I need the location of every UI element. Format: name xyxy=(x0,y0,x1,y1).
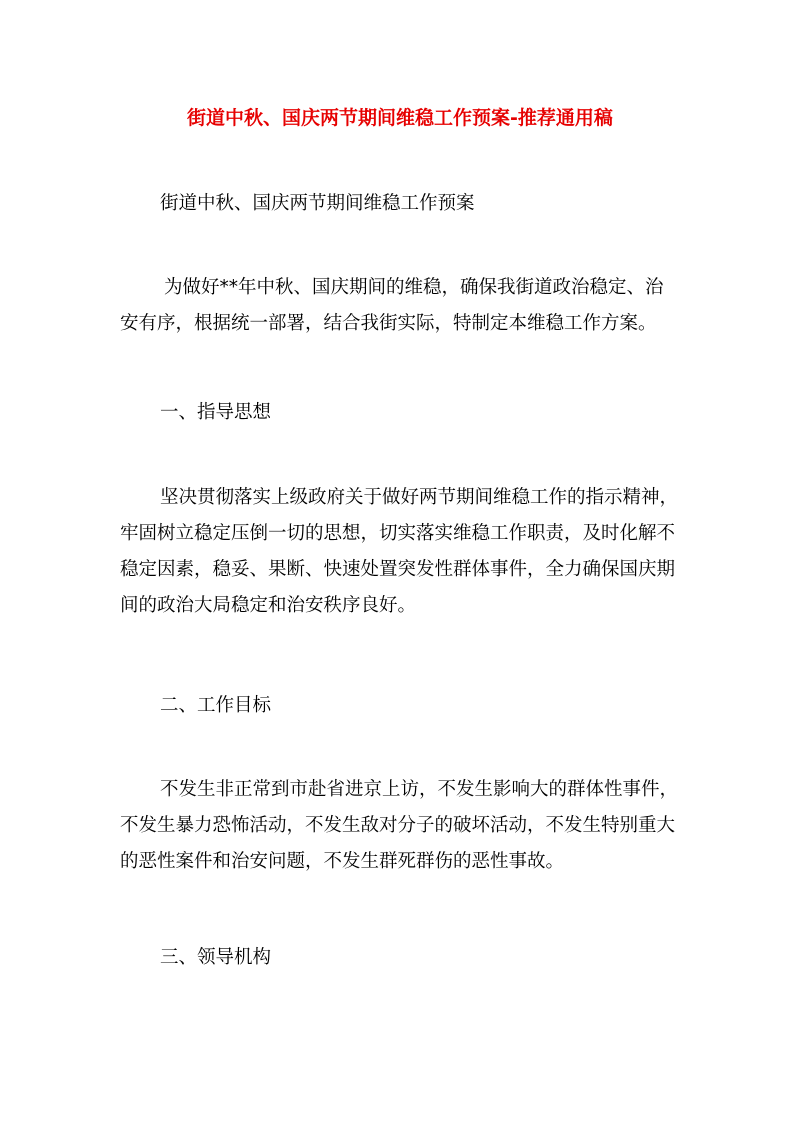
section1-line-1: 坚决贯彻落实上级政府关于做好两节期间维稳工作的指示精神， xyxy=(160,487,679,508)
section1-paragraph xyxy=(120,480,690,624)
intro-line-2: 安有序，根据统一部署，结合我街实际，特制定本维稳工作方案。 xyxy=(120,313,657,334)
section2-line-3: 的恶性案件和治安问题，不发生群死群伤的恶性事故。 xyxy=(120,851,565,872)
section1-heading xyxy=(120,395,690,431)
section2-heading xyxy=(120,688,690,724)
section2-paragraph xyxy=(120,772,690,880)
intro-paragraph xyxy=(120,270,690,342)
document-title: 街道中秋、国庆两节期间维稳工作预案-推荐通用稿 xyxy=(187,107,613,129)
section3-heading-text: 三、领导机构 xyxy=(160,947,272,968)
section2-line-2: 不发生暴力恐怖活动，不发生敌对分子的破坏活动，不发生特别重大 xyxy=(120,815,676,836)
intro-line-1: 为做好**年中秋、国庆期间的维稳，确保我街道政治稳定、治 xyxy=(164,277,664,298)
section1-line-2: 牢固树立稳定压倒一切的思想，切实落实维稳工作职责，及时化解不 xyxy=(120,523,676,544)
section2-line-1: 不发生非正常到市赴省进京上访，不发生影响大的群体性事件， xyxy=(160,779,679,800)
section1-line-3: 稳定因素，稳妥、果断、快速处置突发性群体事件，全力确保国庆期 xyxy=(120,559,676,580)
section3-heading xyxy=(120,940,690,976)
document-subtitle xyxy=(120,186,690,222)
section2-heading-text: 二、工作目标 xyxy=(160,695,272,716)
section1-heading-text: 一、指导思想 xyxy=(160,402,272,423)
section1-line-4: 间的政治大局稳定和治安秩序良好。 xyxy=(120,595,417,616)
subtitle-line: 街道中秋、国庆两节期间维稳工作预案 xyxy=(160,193,475,214)
